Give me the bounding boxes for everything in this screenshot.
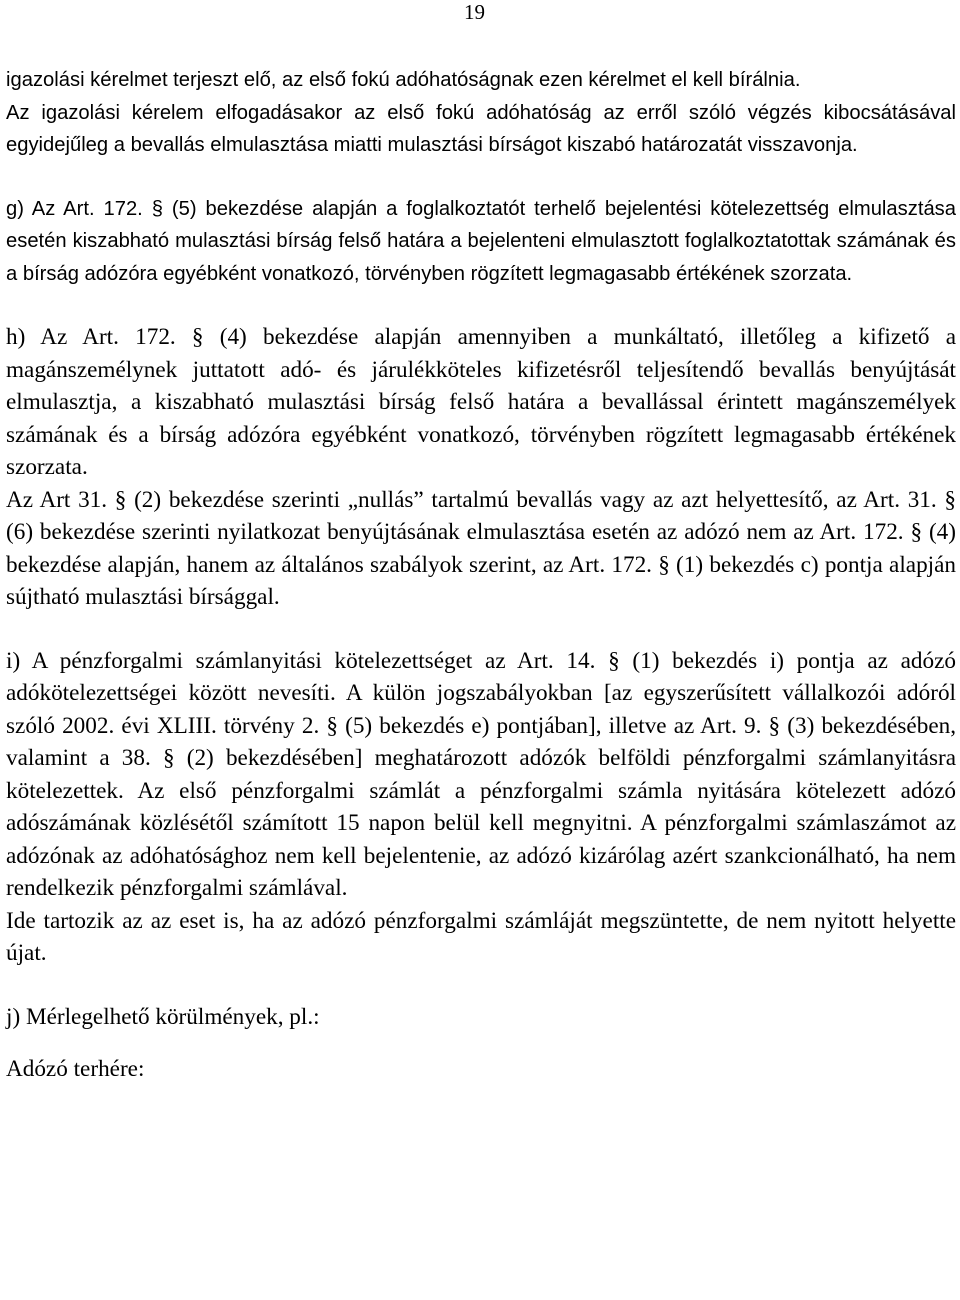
- paragraph-kerelem-elfogadasa: Az igazolási kérelem elfogadásakor az első fokú adóhatóság az erről szóló végzés kibocsátásával egyidejűleg a bevallás elmulasztása miatti mulasztási bírságot kiszabó határozatát visszavonja.: [6, 101, 956, 156]
- document-body: [6, 64, 956, 1086]
- paragraph-adozo-terhere: Adózó terhére:: [6, 1056, 145, 1082]
- paragraph-g: g) Az Art. 172. § (5) bekezdése alapján a foglalkoztatót terhelő bejelentési kötelezettség elmulasztása esetén kiszabható mulasztási bírság felső határa a bejelenteni elmulasztott foglalkoztatottak számának és a bírság adózóra egyébként vonatkozó, törvényben rögzített legmagasabb értékének szorzata.: [6, 197, 956, 285]
- paragraph-ide-tartozik: Ide tartozik az az eset is, ha az adózó pénzforgalmi számláját megszüntette, de nem nyitott helyette újat.: [6, 907, 956, 966]
- paragraph-art-31: Az Art 31. § (2) bekezdése szerinti „nullás” tartalmú bevallás vagy az azt helyettesítő, az Art. 31. § (6) bekezdése szerinti nyilatkozat benyújtásának elmulasztása esetén az adózó nem az Art. 172. § (4) bekezdése alapján, hanem az általános szabályok szerint, az Art. 172. § (1) bekezdés c) pontja alapján sújtható mulasztási bírsággal.: [6, 486, 956, 610]
- paragraph-i: i) A pénzforgalmi számlanyitási kötelezettséget az Art. 14. § (1) bekezdés i) pontja az adózó adókötelezettségei között nevesíti. A külön jogszabályokban [az egyszerűsített vállalkozói adóról szóló 2002. évi XLIII. törvény 2. § (5) bekezdés e) pontjában], illetve az Art. 9. § (3) bekezdésében, valamint a 38. § (2) bekezdésében] meghatározott adózók belföldi pénzforgalmi számlanyitásra kötelezettek. Az első pénzforgalmi számlát a pénzforgalmi számla nyitására kötelezett adózó adószámának közlésétől számított 15 napon belül kell megnyitni. A pénzforgalmi számlaszámot az adózónak az adóhatósághoz nem kell bejelentenie, az adózó kizárólag azért szankcionálható, ha nem rendelkezik pénzforgalmi számlával.: [6, 647, 956, 901]
- paragraph-igazolasi-kerelem: igazolási kérelmet terjeszt elő, az első fokú adóhatóságnak ezen kérelmet el kell bírálnia.: [6, 69, 801, 91]
- page-number: 19: [464, 0, 485, 24]
- paragraph-j: j) Mérlegelhető körülmények, pl.:: [6, 1003, 320, 1030]
- paragraph-h: h) Az Art. 172. § (4) bekezdése alapján amennyiben a munkáltató, illetőleg a kifizető a magánszemélynek juttatott adó- és járulékköteles kifizetésről teljesítendő bevallás benyújtását elmulasztja, a kiszabható mulasztási bírság felső határa a bevallással érintett magánszemélyek számának és a bírság adózóra egyébként vonatkozó, törvényben rögzített legmagasabb értékének szorzata.: [6, 324, 956, 480]
